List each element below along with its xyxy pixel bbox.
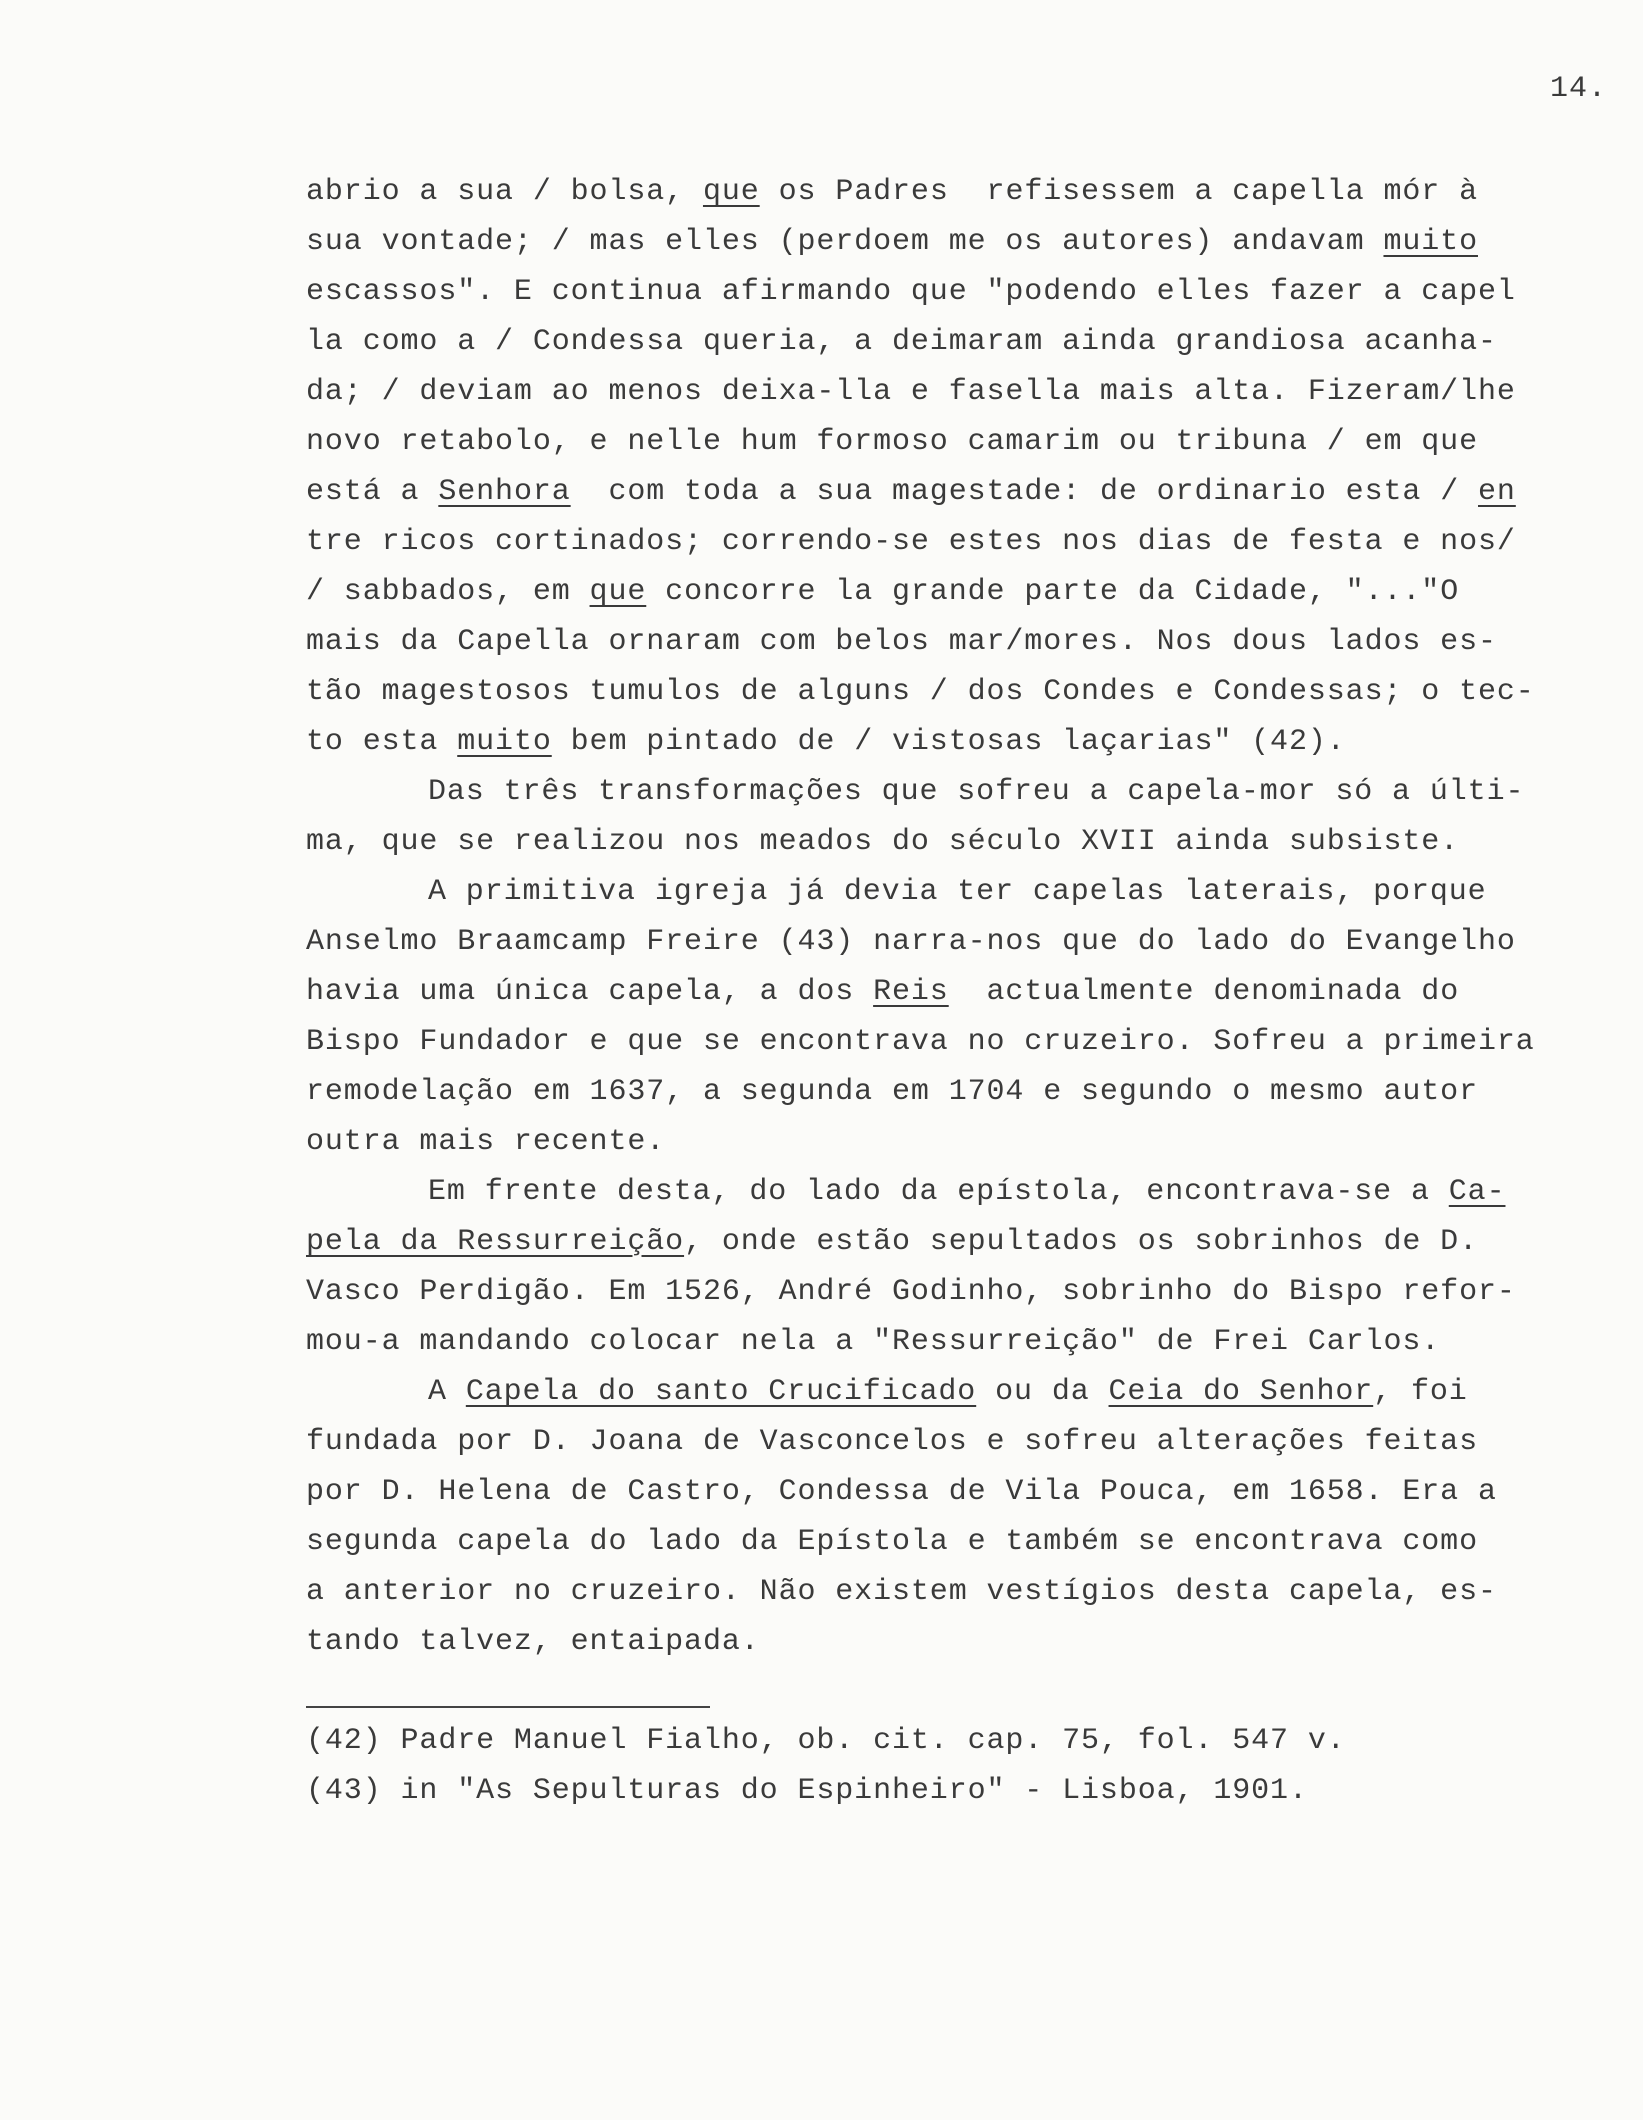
text-span: bem pintado de / vistosas laçarias" (42). (551, 725, 1346, 759)
text-span: actualmente denominada do (948, 975, 1460, 1009)
text-span: A (428, 1375, 466, 1409)
text-span: , foi (1373, 1375, 1468, 1409)
text-span: to esta (306, 725, 458, 759)
text-span: está a (306, 475, 439, 509)
text-span: refisessem a capella mór à (948, 175, 1479, 209)
underlined-text: que (702, 175, 760, 209)
underlined-text: Ca- (1448, 1175, 1506, 1209)
text-span: tre ricos cortinados; correndo-se estes nos dias de festa e nos/ (306, 525, 1516, 559)
text-line (306, 467, 1626, 517)
text-line (306, 1367, 1626, 1417)
text-span: A primitiva igreja já devia ter capelas laterais, porque (428, 875, 1487, 909)
text-span: ou da (976, 1375, 1109, 1409)
text-span: Padres (835, 175, 949, 209)
text-line (306, 1117, 1626, 1167)
text-line (306, 417, 1626, 467)
text-line (306, 267, 1626, 317)
text-line (306, 517, 1626, 567)
text-line (306, 1417, 1626, 1467)
underlined-text: muito (457, 725, 552, 759)
text-line (306, 1067, 1626, 1117)
body-text (306, 167, 1626, 1667)
underlined-text: Ceia do Senhor (1108, 1375, 1374, 1409)
text-span: Das três transformações que sofreu a capela-mor só a últi- (428, 775, 1525, 809)
text-span: Bispo Fundador e que se encontrava no cruzeiro. Sofreu a primeira (306, 1025, 1535, 1059)
footnotes (306, 1716, 1606, 1816)
text-span: com toda a sua magestade: de ordinario esta / (570, 475, 1478, 509)
text-span: remodelação em 1637, a segunda em 1704 e segundo o mesmo autor (306, 1075, 1478, 1109)
text-line (306, 317, 1626, 367)
text-line (306, 1267, 1626, 1317)
footnote-rule (306, 1706, 710, 1708)
text-span: abrio a sua / bolsa, (306, 175, 703, 209)
text-span: os (759, 175, 836, 209)
text-span: havia uma única capela, a dos (306, 975, 874, 1009)
underlined-text: muito (1383, 225, 1478, 259)
text-span: mais da Capella ornaram com belos mar/mores. Nos dous lados es- (306, 625, 1497, 659)
underlined-text: Senhora (438, 475, 571, 509)
text-line (306, 1317, 1626, 1367)
text-line (306, 817, 1626, 867)
text-span: novo retabolo, e nelle hum formoso camarim ou tribuna / em que (306, 425, 1478, 459)
text-span: fundada por D. Joana de Vasconcelos e sofreu alterações feitas (306, 1425, 1478, 1459)
text-line (306, 617, 1626, 667)
text-line (306, 1017, 1626, 1067)
text-span: mou-a mandando colocar nela a "Ressurreição" de Frei Carlos. (306, 1325, 1441, 1359)
text-span: a anterior no cruzeiro. Não existem vestígios desta capela, es- (306, 1575, 1497, 1609)
text-span: Em frente desta, do lado da epístola, encontrava-se a (428, 1175, 1449, 1209)
text-span: Anselmo Braamcamp Freire (43) narra-nos que do lado do Evangelho (306, 925, 1516, 959)
underlined-text: que (589, 575, 647, 609)
text-line (306, 1167, 1626, 1217)
text-line (306, 667, 1626, 717)
footnote-1: (42) Padre Manuel Fialho, ob. cit. cap. 75, fol. 547 v. (306, 1724, 1346, 1758)
text-line (306, 1517, 1626, 1567)
text-span: la como a / Condessa queria, a deimaram ainda grandiosa acanha- (306, 325, 1497, 359)
text-span: , onde estão sepultados os sobrinhos de D. (684, 1225, 1478, 1259)
text-line (306, 1617, 1626, 1667)
text-line (306, 1467, 1626, 1517)
underlined-text: en (1478, 475, 1516, 509)
text-line (306, 867, 1626, 917)
text-line (306, 367, 1626, 417)
underlined-text: Capela do santo Crucificado (465, 1375, 977, 1409)
text-line (306, 217, 1626, 267)
text-span: da; / deviam ao menos deixa-lla e fasella mais alta. Fizeram/lhe (306, 375, 1516, 409)
text-span: sua vontade; / mas elles (perdoem me os autores) andavam (306, 225, 1384, 259)
text-span: ma, que se realizou nos meados do século XVII ainda subsiste. (306, 825, 1460, 859)
text-span: tão magestosos tumulos de alguns / dos Condes e Condessas; o tec- (306, 675, 1535, 709)
underlined-text: pela da Ressurreição (306, 1225, 685, 1259)
text-line (306, 767, 1626, 817)
text-line (306, 167, 1626, 217)
text-span: tando talvez, entaipada. (306, 1625, 760, 1659)
text-line (306, 1217, 1626, 1267)
underlined-text: Reis (873, 975, 949, 1009)
text-span: escassos". E continua afirmando que "podendo elles fazer a capel (306, 275, 1516, 309)
text-span: por D. Helena de Castro, Condessa de Vila Pouca, em 1658. Era a (306, 1475, 1497, 1509)
text-span: outra mais recente. (306, 1125, 666, 1159)
text-span: segunda capela do lado da Epístola e também se encontrava como (306, 1525, 1478, 1559)
text-line (306, 1567, 1626, 1617)
text-line (306, 717, 1626, 767)
text-line (306, 917, 1626, 967)
page-number: 14. (1549, 72, 1607, 106)
text-line (306, 567, 1626, 617)
footnote-2: (43) in "As Sepulturas do Espinheiro" - Lisboa, 1901. (306, 1774, 1308, 1808)
text-span: concorre la grande parte da Cidade, "..."O (646, 575, 1460, 609)
text-span: Vasco Perdigão. Em 1526, André Godinho, sobrinho do Bispo refor- (306, 1275, 1516, 1309)
text-span: / sabbados, em (306, 575, 590, 609)
text-line (306, 967, 1626, 1017)
